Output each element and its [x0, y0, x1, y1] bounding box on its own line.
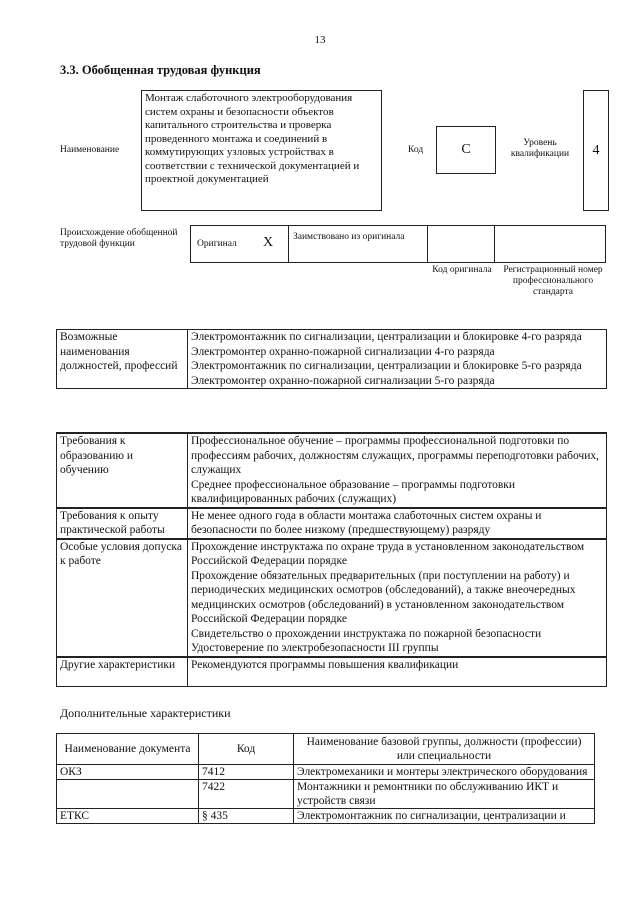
- origin-divider: [494, 226, 495, 262]
- code-caption: Код оригинала: [432, 265, 492, 275]
- row-doc: [57, 780, 199, 809]
- name-label: Наименование: [60, 145, 120, 155]
- req-label: Особые условия допуска к работе: [57, 539, 188, 657]
- req-item: Профессиональное обучение – программы профессиональной подготовки по профессиям рабочих, должностям служащих, программы переподготовки рабочих, служащих: [191, 435, 599, 476]
- col-name-header: Наименование базовой группы, должности (профессии) или специальности: [294, 734, 595, 765]
- table-row: [57, 433, 607, 508]
- row-name: Монтажники и ремонтники по обслуживанию ИКТ и устройств связи: [294, 780, 595, 809]
- origin-label: Происхождение обобщенной трудовой функции: [60, 228, 178, 249]
- positions-values: [188, 330, 607, 389]
- req-values: [188, 539, 607, 657]
- positions-label: Возможные наименования должностей, профессий: [57, 330, 188, 389]
- row-code: § 435: [199, 809, 294, 824]
- table-row: [57, 657, 607, 687]
- table-row: [57, 809, 595, 824]
- table-row: [57, 780, 595, 809]
- req-item: Прохождение инструктажа по охране труда в установленном законодательством Российской Федерации порядке: [191, 540, 585, 567]
- position-item: Электромонтажник по сигнализации, централизации и блокировке 5-го разряда: [191, 360, 582, 372]
- code-value: C: [436, 126, 496, 174]
- req-values: [188, 657, 607, 687]
- req-item: Прохождение обязательных предварительных (при поступлении на работу) и периодических медицинских осмотров (обследований), а также внеочередных медицинских осмотров (обследований) в установленном законодательством Российской Федерации порядке: [191, 569, 576, 625]
- positions-table: [56, 329, 607, 389]
- row-code: 7412: [199, 765, 294, 780]
- origin-divider: [427, 226, 428, 262]
- row-name: Электромеханики и монтеры электрического оборудования: [294, 765, 595, 780]
- requirements-table: [56, 432, 607, 687]
- req-item: Не менее одного года в области монтажа слаботочных систем охраны и безопасности по более низкому (предшествующему) разряду: [191, 509, 542, 536]
- req-item: Удостоверение по электробезопасности III группы: [191, 642, 439, 654]
- extra-title: Дополнительные характеристики: [60, 706, 231, 720]
- table-row: [57, 539, 607, 657]
- row-name: Электромонтажник по сигнализации, централизации и: [294, 809, 595, 824]
- borrowed-label: Заимствовано из оригинала: [293, 232, 405, 242]
- position-item: Электромонтажник по сигнализации, централизации и блокировке 4-го разряда: [191, 331, 582, 343]
- col-doc-header: Наименование документа: [57, 734, 199, 765]
- req-label: Другие характеристики: [57, 657, 188, 687]
- origin-table: [190, 225, 606, 263]
- req-item: Свидетельство о прохождении инструктажа по пожарной безопасности: [191, 627, 542, 640]
- original-label: Оригинал: [197, 239, 237, 249]
- row-doc: ЕТКС: [57, 809, 199, 824]
- origin-divider: [288, 226, 289, 262]
- req-label: Требования к образованию и обучению: [57, 433, 188, 508]
- reg-caption: Регистрационный номер профессионального стандарта: [503, 265, 603, 297]
- position-item: Электромонтер охранно-пожарной сигнализации 4-го разряда: [191, 345, 495, 358]
- table-header-row: [57, 734, 595, 765]
- col-code-header: Код: [199, 734, 294, 765]
- req-values: [188, 433, 607, 508]
- req-item: Среднее профессиональное образование – программы подготовки квалифицированных рабочих (служащих): [191, 478, 516, 505]
- table-row: [57, 508, 607, 539]
- level-value: 4: [583, 90, 609, 211]
- section-title: 3.3. Обобщенная трудовая функция: [60, 63, 261, 77]
- table-row: [57, 765, 595, 780]
- code-label: Код: [408, 145, 424, 155]
- row-code: 7422: [199, 780, 294, 809]
- req-label: Требования к опыту практической работы: [57, 508, 188, 539]
- req-values: [188, 508, 607, 539]
- extra-table: [56, 733, 595, 824]
- level-label: Уровень квалификации: [510, 138, 570, 159]
- row-doc: ОКЗ: [57, 765, 199, 780]
- req-item: Рекомендуются программы повышения квалификации: [191, 658, 459, 671]
- original-mark: X: [263, 235, 274, 250]
- position-item: Электромонтер охранно-пожарной сигнализации 5-го разряда: [191, 374, 495, 387]
- page-number: 13: [314, 34, 326, 46]
- function-name: Монтаж слаботочного электрооборудования систем охраны и безопасности объектов капитального строительства и проверка проведенного монтажа и соединений в коммутирующих узловых устройствах в соответствии с технической документацией и проектной документацией: [141, 90, 382, 211]
